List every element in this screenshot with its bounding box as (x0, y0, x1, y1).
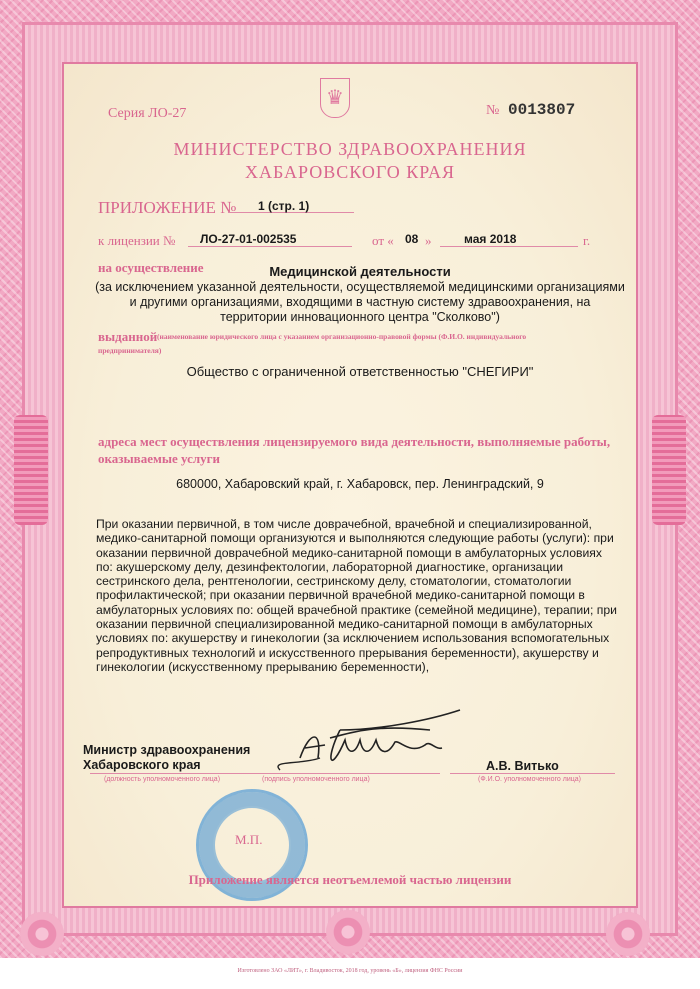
license-label: к лицензии № (98, 233, 176, 248)
side-ornament-left (14, 415, 48, 525)
issued-hint-2: предпринимателя) (98, 346, 162, 355)
org-title-2: ХАБАРОВСКОГО КРАЯ (244, 162, 456, 182)
issued-label: выданной (98, 329, 158, 344)
appendix-number: 1 (стр. 1) (258, 199, 310, 213)
quote: » (425, 233, 432, 248)
year-suffix: г. (583, 233, 591, 248)
activity-title: Медицинской деятельности (269, 264, 451, 279)
stamp-mark: М.П. (235, 832, 263, 847)
hint-signature: (подпись уполномоченного лица) (262, 776, 370, 783)
activity-label: на осуществление (98, 260, 204, 275)
license-number: ЛО-27-01-002535 (200, 232, 297, 246)
signatory-name: А.В. Витько (486, 759, 559, 773)
side-ornament-right (652, 415, 686, 525)
address-value: 680000, Хабаровский край, г. Хабаровск, пер. Ленинградский, 9 (176, 477, 544, 491)
series: Серия ЛО-27 (108, 106, 187, 121)
license-month-year: мая 2018 (464, 232, 517, 246)
services-list: При оказании первичной, в том числе доврачебной, врачебной и специализированной, медико-санитарной помощи организуются и выполняются следующие работы (услуги): при оказании первичной доврачебной медико-санитарной помощи в амбулаторных условиях по: акушерскому делу, дезинфектологии, лабораторной диагностике, организации сестринского дела, рентгенологии, сестринскому делу, стоматологии, стоматологии профилактической; при оказании первичной врачебной медико-санитарной помощи в амбулаторных условиях по: общей врачебной практике (семейной медицине), терапии; при оказании первичной специализированной медико-санитарной помощи в амбулаторных условиях по: акушерству и гинекологии (за исключением использования вспомогательных репродуктивных технологий и искусственного прерывания беременности), акушерству и гинекологии (искусственному прерыванию беременности), (96, 517, 617, 674)
signatory-position: Министр здравоохранения Хабаровского края (83, 743, 251, 772)
signature (230, 700, 480, 790)
appendix-label: ПРИЛОЖЕНИЕ № (98, 198, 237, 217)
address-label: адреса мест осуществления лицензируемого вида деятельности, выполняемые работы, (98, 434, 611, 449)
address-label-2: оказываемые услуги (98, 451, 221, 466)
org-title-1: МИНИСТЕРСТВО ЗДРАВООХРАНЕНИЯ (173, 139, 527, 159)
form-number: 0013807 (508, 101, 576, 119)
hint-position: (должность уполномоченного лица) (104, 776, 221, 783)
rosette (606, 912, 650, 956)
licensee-name: Общество с ограниченной ответственностью "СНЕГИРИ" (186, 364, 534, 379)
hint-name: (Ф.И.О. уполномоченного лица) (478, 776, 581, 783)
rosette (20, 912, 64, 956)
date-from-label: от « (372, 233, 394, 248)
number-label: № (486, 103, 500, 118)
issued-hint: (наименование юридического лица с указанием организационно-правовой формы (Ф.И.О. индивидуального (157, 332, 527, 341)
coat-of-arms: ♛ (320, 78, 350, 118)
rosette (326, 910, 370, 954)
license-day: 08 (405, 232, 419, 246)
activity-description: (за исключением указанной деятельности, осуществляемой медицинскими организациями и другими организациями, входящими в частную систему здравоохранения, на территории инновационного центра "Сколково") (95, 280, 625, 324)
printer-imprint: Изготовлено ЗАО «ЛИТ», г. Владивосток, 2018 год, уровень «Б», лицензия ФНС России (237, 968, 463, 974)
appendix-note: Приложение является неотъемлемой частью лицензии (188, 872, 512, 887)
